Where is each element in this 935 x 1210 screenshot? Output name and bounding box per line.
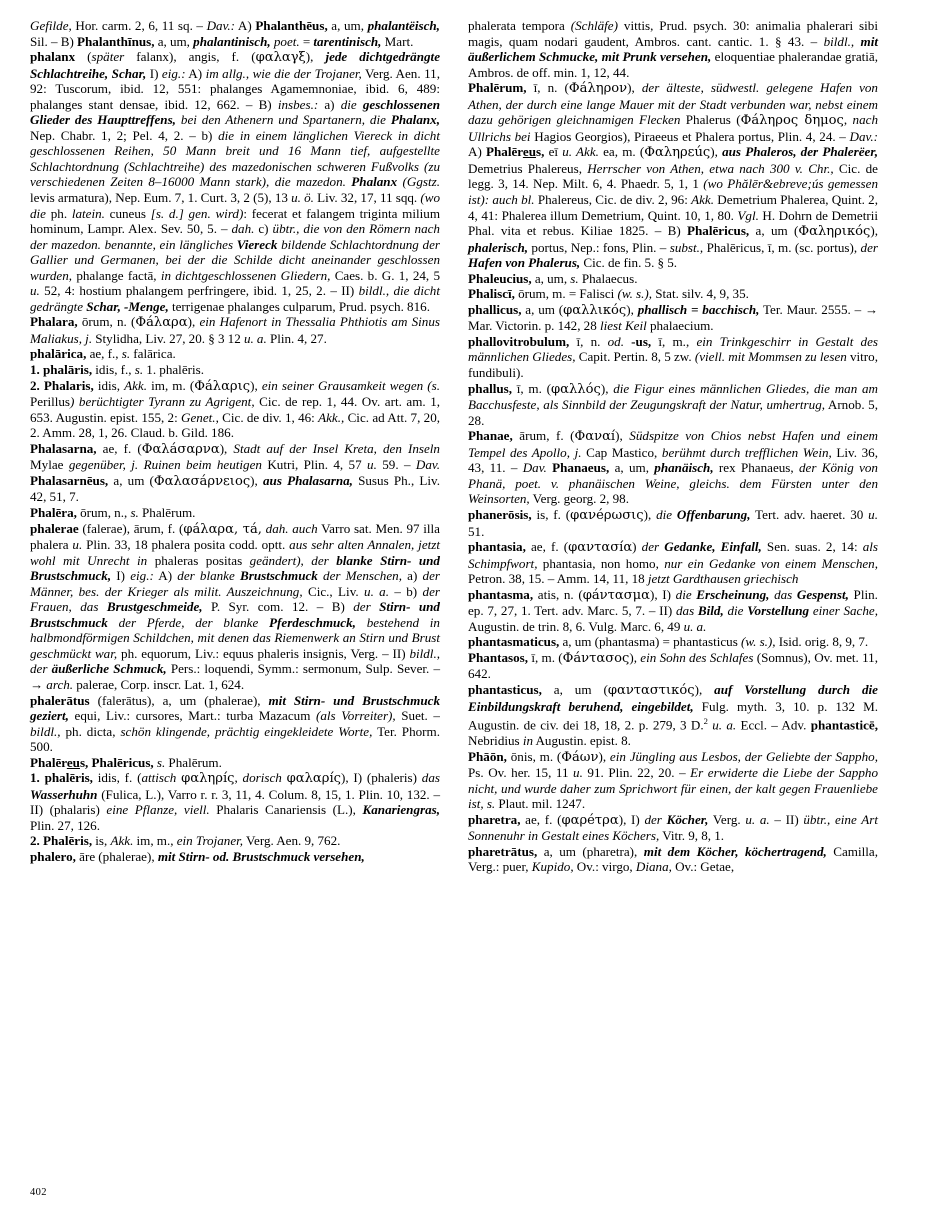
dictionary-entry: phalerata tempora (Schläfe) vittis, Prud. psych. 30: animalia phalerari sibi magis, quam nodari gaudent, Ambros. cant. cantic. 1. § 43. – bildl., mit äußerlichem Schmucke, mit Prunk versehen, eloquentiae phalerandae gratiā, Ambros. de off. min. 1, 12, 44.	[468, 18, 878, 80]
dictionary-entry: Phaleucius, a, um, s. Phalaecus.	[468, 270, 638, 286]
right-text-column	[468, 18, 878, 875]
dictionary-entry: Phaliscī, ōrum, m. = Falisci (w. s.), Stat. silv. 4, 9, 35.	[468, 286, 749, 302]
dictionary-entry: 1. phalāris, idis, f., s. 1. phalēris.	[30, 362, 204, 378]
dictionary-entry: Phāōn, ōnis, m. (Φáων), ein Jüngling aus Lesbos, der Geliebte der Sappho, Ps. Ov. her. 15, 11 u. 91. Plin. 22, 20. – Er erwiderte die Liebe der Sappho nicht, und wurde daher zum Sprichwort für einen, der kalt gegen Frauenliebe ist, s. Plaut. mil. 1247.	[468, 748, 878, 812]
dictionary-entry: phantasmaticus, a, um (phantasma) = phantasticus (w. s.), Isid. orig. 8, 9, 7.	[468, 634, 869, 650]
dictionary-entry: phalanx (später falanx), angis, f. (φαλαγξ), jede dichtgedrängte Schlachtreihe, Schar, I) eig.: A) im allg., wie die der Trojaner, Verg. Aen. 11, 92: Tuscorum, ibid. 12, 551: phalanges Agamemnoniae, ibid. 6, 489: phalanges stant densae, ibid. 12, 662. – B) insbes.: a) die geschlossenen Glieder des Haupttreffens, bei den Athenern und Spartanern, die Phalanx, Nep. Chabr. 1, 2; Pel. 4, 2. – b) die in einem länglichen Viereck in dicht geschlossenen Reihen, 50 Mann breit und 16 Mann tief, aufgestellte Schlachtordnung (Schlachtreihe) des mazedonischen schweren Fußvolks (zu verschiedenen Zeiten 8–16000 Mann stark), die mazedon. Phalanx (Ggstz. levis armatura), Nep. Eum. 7, 1. Curt. 3, 2 (5), 13 u. ö. Liv. 32, 17, 11 sqq. (wo die ph. latein. cuneus [s. d.] gen. wird): fecerat et falangem triginta milium hominum, Lampr. Alex. Sev. 50, 5. – dah. c) übtr., die von den Römern nach der mazedon. benannte, ein längliches Viereck bildende Schlachtordnung der Gallier und Germanen, bei der die Schilde dicht aneinander geschlossen wurden, phalange factā, in dichtgeschlossenen Gliedern, Caes. b. G. 1, 24, 5 u. 52, 4: hostium phalangem perfringere, ibid. 1, 25, 2. – II) bildl., die dicht gedrängte Schar, -Menge, terrigenae phalanges culparum, Prud. psych. 816.	[30, 49, 441, 314]
dictionary-entry: phanerōsis, is, f. (φανéρωσις), die Offenbarung, Tert. adv. haeret. 30 u. 51.	[468, 506, 878, 539]
dictionary-entry: 1. phalēris, idis, f. (attisch φαληρíς, dorisch φαλαρíς), I) (phaleris) das Wasserhuhn (Fulica, L.), Varro r. r. 3, 11, 4. Colum. 8, 15, 1. Plin. 10, 132. – II) (phalaris) eine Pflanze, viell. Phalaris Canariensis (L.), Kanariengras, Plin. 27, 126.	[30, 770, 441, 833]
dictionary-entry: Phalasarna, ae, f. (Φαλáσαρνα), Stadt auf der Insel Kreta, den Inseln Mylae gegenüber, j. Ruinen beim heutigen Kutri, Plin. 4, 57 u. 59. – Dav. Phalasarnēus, a, um (Φαλασáρνειος), aus Phalasarna, Susus Ph., Liv. 42, 51, 7.	[30, 440, 441, 505]
dictionary-entry: Phalara, ōrum, n. (Φáλαρα), ein Hafenort in Thessalia Phthiotis am Sinus Maliakus, j. Stylidha, Liv. 27, 20. § 3 12 u. a. Plin. 4, 27.	[30, 314, 440, 346]
dictionary-entry: Phalēra, ōrum, n., s. Phalērum.	[30, 504, 196, 520]
dictionary-entry: phalārica, ae, f., s. falārica.	[30, 346, 176, 362]
dictionary-entry: phantasticus, a, um (φανταστικóς), auf Vorstellung durch die Einbildungskraft beruhend, eingebildet, Fulg. myth. 3, 10. p. 132 M. Augustin. de civ. dei 18, 18, 2. p. 279, 3 D.$^2$ u. a. Eccl. – Adv. phantasticē, Nebridius in Augustin. epist. 8.	[468, 681, 878, 748]
dictionary-entry: Phanae, ārum, f. (Φαναí), Südspitze von Chios nebst Hafen und einem Tempel des Apollo, j. Cap Mastico, berühmt durch trefflichen Wein, Liv. 36, 43, 11. – Dav. Phanaeus, a, um, phanäisch, rex Phanaeus, der König von Phanä, poet. v. phanäischen Weine, gleichs. dem Fürsten unter den Weinsorten, Verg. georg. 2, 98.	[468, 428, 878, 507]
left-text-column	[30, 18, 440, 865]
dictionary-entry: Phantasos, ī, m. (Φáντασος), ein Sohn des Schlafes (Somnus), Ov. met. 11, 642.	[468, 649, 878, 682]
dictionary-entry: 2. Phalaris, idis, Akk. im, m. (Φáλαρις), ein seiner Grausamkeit wegen (s. Perillus) berüchtigter Tyrann zu Agrigent, Cic. de rep. 1, 44. Ov. art. am. 1, 653. Augustin. epist. 155, 2: Genet., Cic. de div. 1, 46: Akk., Cic. ad Att. 7, 20, 2. Amm. 28, 1, 26. Claud. b. Gild. 186.	[30, 377, 441, 441]
dictionary-entry: pharetrātus, a, um (pharetra), mit dem Köcher, köchertragend, Camilla, Verg.: puer, Kupido, Ov.: virgo, Diana, Ov.: Getae,	[468, 843, 878, 875]
dictionary-entry: phallovitrobulum, ī, n. od. -us, ī, m., ein Trinkgeschirr in Gestalt des männlichen Gliedes, Capit. Pertin. 8, 5 zw. (viell. mit Mommsen zu lesen vitro, fundibuli).	[468, 333, 878, 381]
dictionary-entry: Phalērum, ī, n. (Φáληρον), der älteste, südwestl. gelegene Hafen von Athen, der durch eine lange Mauer mit der Stadt verbunden war, nebst einem dazu gehörigen gleichnamigen Flecken Phalerus (Φáληρος δημος, nach Ullrichs bei Hagios Georgios), Piraeeus et Phalera portus, Plin. 4, 24. – Dav.: A) Phalēreus, eī u. Akk. ea, m. (Φαληρεúς), aus Phaleros, der Phalerëer, Demetrius Phalereus, Herrscher von Athen, etwa nach 300 v. Chr., Cic. de legg. 3, 14. Nep. Milt. 6, 4. Phaedr. 5, 1, 1 (wo Phălēr&ebreve;ús gemessen ist): auch bl. Phalereus, Cic. de div. 2, 96: Akk. Demetrium Phalerea, Quint. 2, 4, 41: Phalerea illum Demetrium, Quint. 10, 1, 80. Vgl. H. Dohrn de Demetrii Phal. vita et rebus. Kiliae 1825. – B) Phalēricus, a, um (Φαληρικóς), phalerisch, portus, Nep.: fons, Plin. – subst., Phalēricus, ī, m. (sc. portus), der Hafen von Phalerus, Cic. de fin. 5. § 5.	[468, 80, 879, 271]
dictionary-entry: phalero, āre (phalerae), mit Stirn- od. Brustschmuck versehen,	[30, 848, 365, 864]
dictionary-entry: 2. Phalēris, is, Akk. im, m., ein Trojaner, Verg. Aen. 9, 762.	[30, 833, 341, 849]
dictionary-entry: phalerae (falerae), ārum, f. (φáλαρα, τá, dah. auch Varro sat. Men. 97 illa phalera u. Plin. 33, 18 phalera posita codd. optt. aus sehr alten Annalen, jetzt wohl mit Unrecht in phaleras positas geändert), der blanke Stirn- und Brustschmuck, I) eig.: A) der blanke Brustschmuck der Menschen, a) der Männer, bes. der Krieger als milit. Auszeichnung, Cic., Liv. u. a. – b) der Frauen, das Brustgeschmeide, P. Syr. com. 12. – B) der Stirn- und Brustschmuck der Pferde, der blanke Pferdeschmuck, bestehend in halbmondförmigen Schildchen, mit denen das Riemenwerk an Stirn und Brust geschmückt war, ph. equorum, Liv.: equus phaleris insignis, Verg. – II) bildl., der äußerliche Schmuck, Pers.: loquendi, Symm.: sermonum, Sulp. Sever. – → arch. palerae, Corp. inscr. Lat. 1, 624.	[30, 520, 441, 692]
dictionary-entry: phantasia, ae, f. (φαντασíα) der Gedanke, Einfall, Sen. suas. 2, 14: als Schimpfwort, phantasia, non homo, nur ein Gedanke von einem Menschen, Petron. 38, 15. – Amm. 14, 11, 18 jetzt Gardthausen griechisch	[468, 539, 879, 587]
dictionary-entry: phantasma, atis, n. (φáντασμα), I) die Erscheinung, das Gespenst, Plin. ep. 7, 27, 1. Tert. adv. Marc. 5, 7. – II) das Bild, die Vorstellung einer Sache, Augustin. de trin. 8, 6. Vulg. Marc. 6, 49 u. a.	[468, 586, 878, 634]
dictionary-entry: Phalēreus, Phalēricus, s. Phalērum.	[30, 754, 222, 770]
dictionary-entry: phalerātus (falerātus), a, um (phalerae), mit Stirn- und Brustschmuck geziert, equi, Liv.: cursores, Mart.: turba Mazacum (als Vorreiter), Suet. – bildl., ph. dicta, schön klingende, prächtig eingekleidete Worte, Ter. Phorm. 500.	[30, 692, 440, 755]
page-columns	[30, 18, 905, 875]
dictionary-entry: pharetra, ae, f. (φαρéτρα), I) der Köcher, Verg. u. a. – II) übtr., eine Art Sonnenuhr in Gestalt eines Köchers, Vitr. 9, 8, 1.	[468, 811, 878, 844]
dictionary-entry: phallicus, a, um (φαλλικóς), phallisch = bacchisch, Ter. Maur. 2555. – → Mar. Victorin. p. 142, 28 liest Keil phalaecium.	[468, 301, 879, 334]
dictionary-entry: phallus, ī, m. (φαλλóς), die Figur eines männlichen Gliedes, die man am Bacchusfeste, als Sinnbild der Zeugungskraft der Natur, umhertrug, Arnob. 5, 28.	[468, 380, 878, 428]
folio-page-number: 402	[30, 1187, 47, 1198]
dictionary-entry: Gefilde, Hor. carm. 2, 6, 11 sq. – Dav.: A) Phalanthēus, a, um, phalantëisch, Sil. – B) Phalanthīnus, a, um, phalantinisch, poet. = tarentinisch, Mart.	[30, 18, 440, 49]
